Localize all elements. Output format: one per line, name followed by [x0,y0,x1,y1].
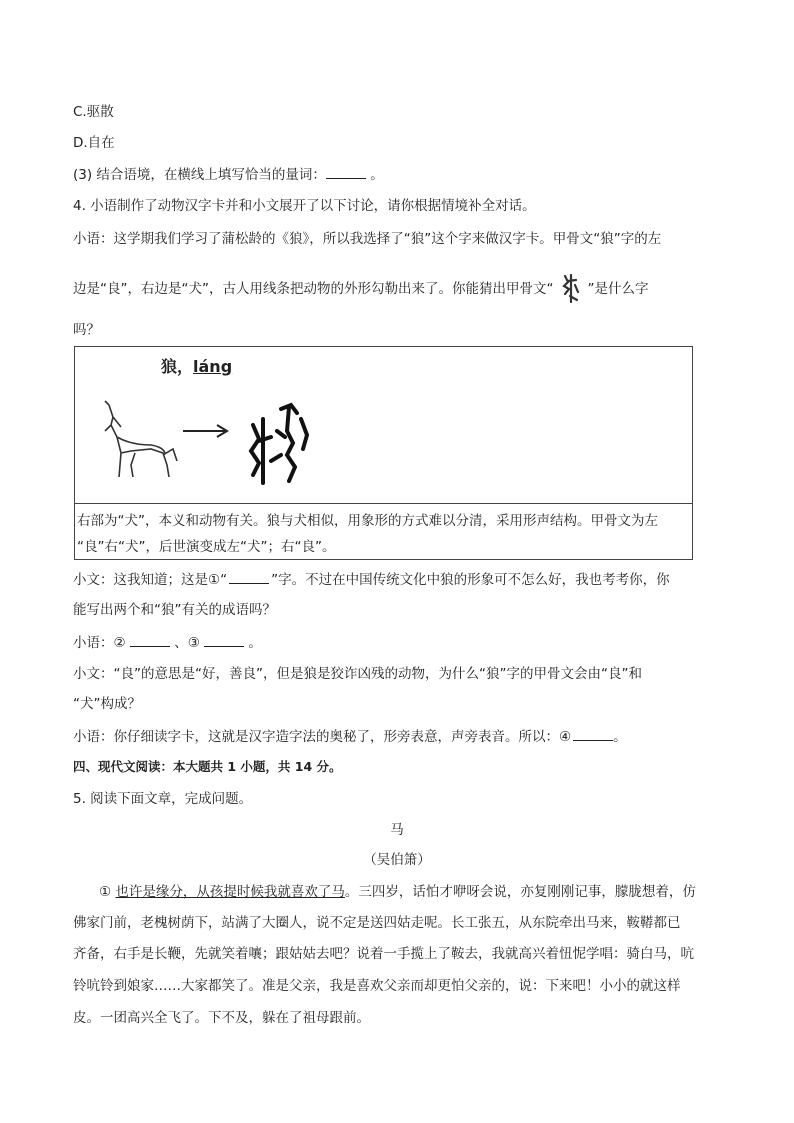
dialog-xiaoyu-1c: 吗？ [73,322,100,338]
dialog-xiaoyu-2-tail: 。 [248,635,262,651]
dialog-xiaoyu-1a: 小语：这学期我们学习了蒲松龄的《狼》，所以我选择了“狼”这个字来做汉字卡。甲骨文“狼”字的左 [73,231,662,247]
dialog-xiaoyu-2-text: 小语：② [73,635,126,651]
oracle-bone-wolf-icon [241,391,321,487]
answer-blank-3[interactable] [204,632,244,647]
article-title: 马 [390,822,404,838]
question-4-prompt: 4. 小语制作了动物汉字卡并和小文展开了以下讨论，请你根据情境补全对话。 [73,198,536,214]
dialog-xiaoyu-3 [73,726,627,747]
paragraph-1-number: ① [99,884,112,900]
arrow-right-icon [181,423,231,439]
dialog-xiaowen-2a: 小文：“良”的意思是“好，善良”，但是狼是狡诈凶残的动物，为什么“狼”字的甲骨文会由“良”和 [73,666,642,682]
dialog-xiaowen-1a-tail: ”字。不过在中国传统文化中狼的形象可不怎么好，我也考考你，你 [271,572,670,588]
dialog-xiaoyu-1b-tail: ”是什么字 [587,281,649,297]
paragraph-1-line-4: 铃吭铃到娘家……大家都笑了。准是父亲，我是喜欢父亲而却更怕父亲的，说：下来吧！小小的就这样 [73,978,681,994]
article-author: （吴伯箫） [363,852,431,868]
dialog-xiaoyu-1b-text: 边是“良”，右边是“犬”，古人用线条把动物的外形勾勒出来了。你能猜出甲骨文“ [73,281,554,297]
section-4-heading: 四、现代文阅读：本大题共 1 小题，共 14 分。 [73,759,342,774]
card-illustration [81,351,335,491]
oracle-bone-glyph-icon [557,272,583,306]
paragraph-1-rest: 。三四岁，话怕才咿呀会说，亦复刚刚记事，朦胧想着，仿 [344,884,696,900]
dialog-xiaowen-1a-text: 小文：这我知道；这是①“ [73,572,228,588]
question-5-prompt: 5. 阅读下面文章，完成问题。 [73,791,253,807]
answer-blank-measure-word[interactable] [326,164,366,179]
dialog-xiaoyu-1b [73,272,648,306]
paragraph-1-line-3: 齐备，右手是长鞭，先就笑着嚷；跟姑姑去吧？说着一手揽上了鞍去，我就高兴着忸怩学唱：骑白马，吭 [73,946,694,962]
dialog-xiaoyu-2-sep: 、③ [174,635,200,651]
paragraph-1-line-2: 佛家门前，老槐树荫下，站满了大圈人，说不定是送四姑走呢。长工张五，从东院牵出马来，鞍鞯都已 [73,915,681,931]
card-title-char: 狼， [161,357,194,376]
dialog-xiaoyu-3-tail: 。 [613,729,627,745]
dialog-xiaowen-1a [73,569,670,590]
character-card [74,346,693,560]
dialog-xiaowen-1b: 能写出两个和“狼”有关的成语吗？ [73,602,276,618]
answer-blank-4[interactable] [573,726,613,741]
option-d: D.自在 [73,135,115,151]
paragraph-1-underlined-sentence: 也许是缘分，从孩提时候我就喜欢了马 [115,884,345,900]
paragraph-1-line-1 [99,882,696,902]
card-description-line-2: “良”右“犬”，后世演变成左“犬”；右“良”。 [77,539,336,555]
option-c: C.驱散 [73,104,114,120]
card-description-line-1: 右部为“犬”，本义和动物有关。狼与犬相似，用象形的方式难以分清，采用形声结构。甲骨文为左 [77,513,658,529]
question-3 [73,164,384,185]
card-description [75,503,692,560]
dialog-xiaowen-2b: “犬”构成？ [73,696,141,712]
answer-blank-2[interactable] [130,632,170,647]
question-3-text: (3) 结合语境，在横线上填写恰当的量词： [73,167,326,183]
howling-wolf-icon [91,391,181,483]
paragraph-1-line-5: 皮。一团高兴全飞了。下不及，躲在了祖母跟前。 [73,1010,370,1026]
card-pinyin: láng [193,357,233,376]
answer-blank-1[interactable] [229,569,269,584]
dialog-xiaoyu-2 [73,632,262,653]
question-3-tail: 。 [365,167,384,183]
card-heading [161,357,232,377]
dialog-xiaoyu-3-text: 小语：你仔细读字卡，这就是汉字造字法的奥秘了，形旁表意，声旁表音。所以：④ [73,729,572,745]
